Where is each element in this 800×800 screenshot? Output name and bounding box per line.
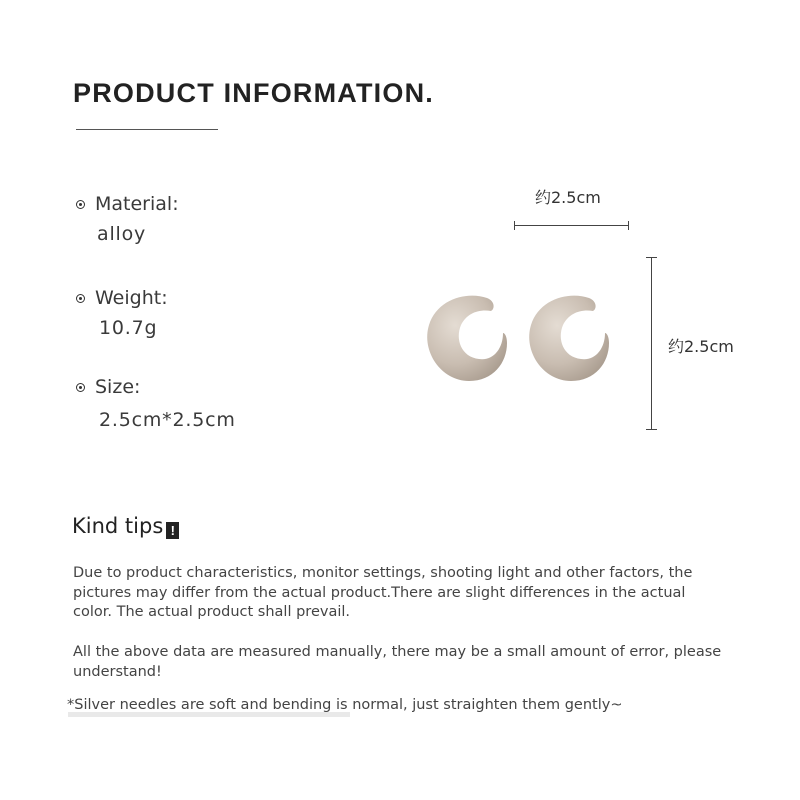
tips-paragraph-2: All the above data are measured manually, there may be a small amount of error, please understand!	[73, 644, 722, 680]
spec-size	[76, 376, 236, 431]
spec-weight	[76, 287, 168, 339]
kind-tips-heading	[72, 514, 179, 539]
bullet-icon	[76, 294, 85, 303]
right-earring	[529, 296, 609, 381]
exclamation-icon: !	[166, 522, 179, 539]
spec-size-label: Size:	[95, 376, 141, 398]
spec-material-value: alloy	[97, 223, 147, 245]
tips-note: *Silver needles are soft and bending is normal, just straighten them gently~	[67, 697, 623, 713]
spec-weight-value: 10.7g	[99, 317, 158, 339]
width-dimension-label: 约2.5cm	[535, 188, 601, 207]
title-divider	[76, 129, 218, 130]
bullet-icon	[76, 200, 85, 209]
spec-weight-label: Weight:	[95, 287, 168, 309]
page-title: PRODUCT INFORMATION.	[73, 78, 434, 108]
height-dimension-line	[651, 257, 652, 429]
earrings-image	[415, 285, 625, 395]
spec-material	[76, 193, 179, 245]
bullet-icon	[76, 383, 85, 392]
tips-paragraph-1: Due to product characteristics, monitor settings, shooting light and other factors, the pictures may differ from the actual product.There are slight differences in the actual color. The actual product shall prevail.	[73, 565, 693, 620]
left-earring	[427, 296, 507, 381]
width-dimension-tick-left	[514, 221, 515, 230]
width-dimension-line	[514, 225, 629, 226]
kind-tips-label: Kind tips	[72, 514, 164, 538]
height-dimension-label: 约2.5cm	[668, 337, 734, 356]
spec-size-value: 2.5cm*2.5cm	[99, 409, 236, 431]
height-dimension-tick-bottom	[646, 429, 657, 430]
height-dimension-tick-top	[646, 257, 657, 258]
width-dimension-tick-right	[628, 221, 629, 230]
spec-material-label: Material:	[95, 193, 179, 215]
